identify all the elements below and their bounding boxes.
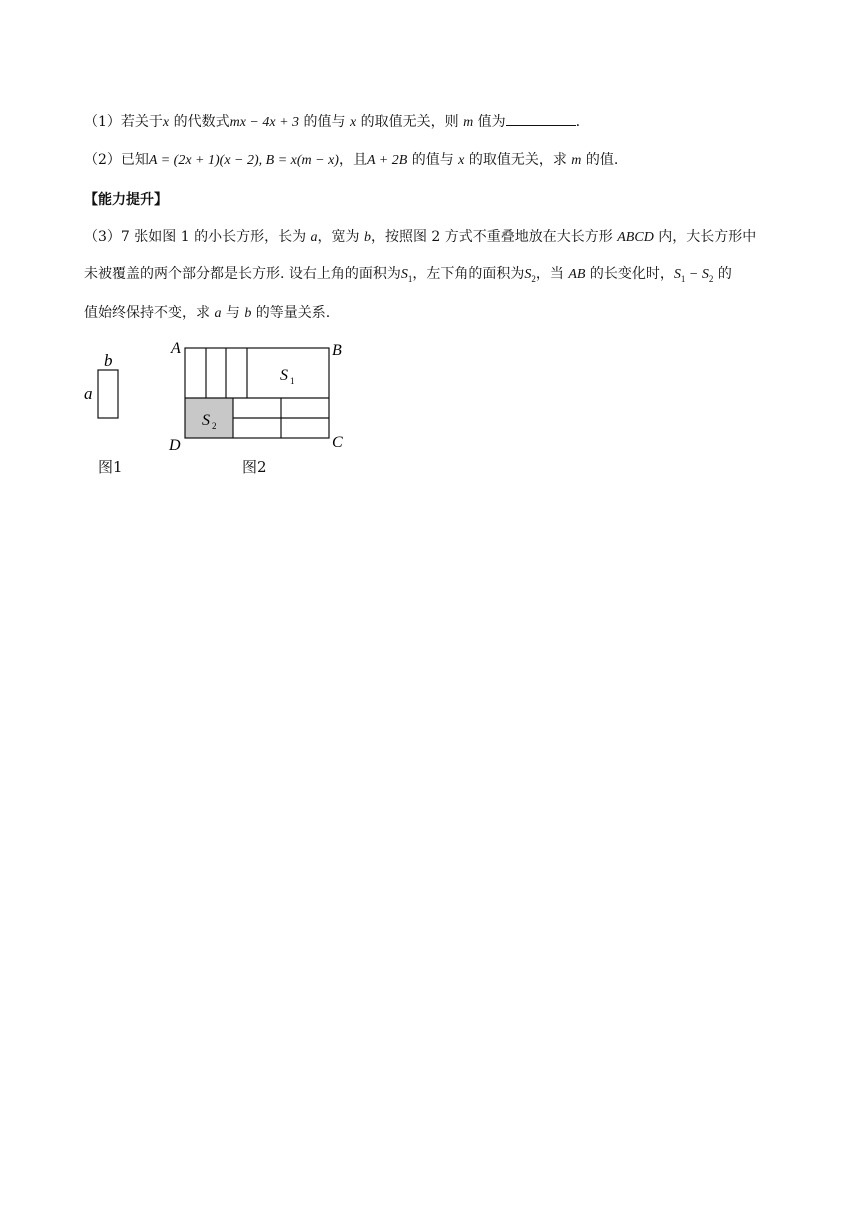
q3-s2-sub: 2 xyxy=(531,273,536,284)
q2-text: 的取值无关，求 xyxy=(464,152,572,168)
q2-var-m: m xyxy=(571,153,582,168)
q3-diff-mid: − S xyxy=(685,267,709,282)
section-title: 【能力提升】 xyxy=(84,192,168,208)
q1-end: . xyxy=(575,114,581,130)
fig1-small-rectangle xyxy=(98,370,118,418)
s1-subscript: 1 xyxy=(290,376,295,386)
q2-expression-2: A + 2B xyxy=(366,153,408,168)
q3-text: 值始终保持不变，求 xyxy=(84,305,215,321)
q1-text: 的取值无关，则 xyxy=(356,114,464,130)
fig1-label-b: b xyxy=(104,351,113,370)
answer-blank xyxy=(506,111,576,126)
figure-2-caption: 图2 xyxy=(242,458,267,476)
q3-s2: S xyxy=(524,267,532,282)
figure-1 xyxy=(80,346,130,426)
q3-var-b: b xyxy=(244,306,252,321)
q3-rect-name: ABCD xyxy=(617,230,654,245)
q1-var-x: x xyxy=(162,115,170,130)
q3-text: 内，大长方形中 xyxy=(653,229,757,245)
q2-var-x: x xyxy=(458,153,465,168)
q3-text: 的等量关系. xyxy=(251,305,331,321)
corner-label-d: D xyxy=(169,437,181,454)
figure-1-caption: 图1 xyxy=(98,458,123,476)
q3-var-b: b xyxy=(363,230,371,245)
question-3-line-3 xyxy=(84,303,330,324)
q3-var-a: a xyxy=(214,306,222,321)
q3-text: ，按照图 2 方式不重叠地放在大长方形 xyxy=(370,229,618,245)
q3-text: 的长变化时， xyxy=(585,266,674,282)
q2-expression: A = (2x + 1)(x − 2), B = x(m − x) xyxy=(148,153,339,168)
q1-text: 的值与 xyxy=(299,114,350,130)
q3-text: 与 xyxy=(221,305,245,321)
q1-var-m: m xyxy=(463,115,474,130)
fig1-label-a: a xyxy=(84,384,93,403)
question-3-line-2 xyxy=(84,264,732,289)
s2-subscript: 2 xyxy=(212,421,217,431)
q1-var-x: x xyxy=(349,115,357,130)
q3-s1: S xyxy=(400,267,408,282)
question-3-line-1 xyxy=(84,227,756,248)
corner-label-b: B xyxy=(332,342,342,359)
question-2 xyxy=(84,150,618,171)
figure-2 xyxy=(165,336,355,456)
q3-var-a: a xyxy=(310,230,318,245)
q2-text: 的值与 xyxy=(407,152,459,168)
q3-text: ，当 xyxy=(535,266,569,282)
q3-diff: S xyxy=(673,267,681,282)
corner-label-c: C xyxy=(332,434,343,451)
q3-text: （3）7 张如图 1 的小长方形，长为 xyxy=(84,229,311,245)
q3-text: ，左下角的面积为 xyxy=(412,266,525,282)
q2-text: ，且 xyxy=(338,152,367,168)
q3-text: 未被覆盖的两个部分都是长方形. 设右上角的面积为 xyxy=(84,266,401,282)
q2-end: 的值. xyxy=(581,152,619,168)
q1-text: 值为 xyxy=(473,114,506,130)
q3-ab: AB xyxy=(568,267,586,282)
q2-prefix: （2）已知 xyxy=(84,152,149,168)
q1-text: 的代数式 xyxy=(169,114,230,130)
corner-label-a: A xyxy=(171,340,181,357)
q3-diff-sub: 1 xyxy=(680,273,686,284)
q3-s1-sub: 1 xyxy=(407,273,413,284)
q3-text: ，宽为 xyxy=(317,229,364,245)
question-1 xyxy=(84,111,580,133)
s2-label: S xyxy=(202,412,210,429)
s1-label: S xyxy=(280,367,288,384)
q3-text: 的 xyxy=(713,266,732,282)
q1-expression: mx − 4x + 3 xyxy=(229,115,300,130)
q3-diff-sub: 2 xyxy=(708,273,714,284)
q1-prefix: （1）若关于 xyxy=(84,114,163,130)
